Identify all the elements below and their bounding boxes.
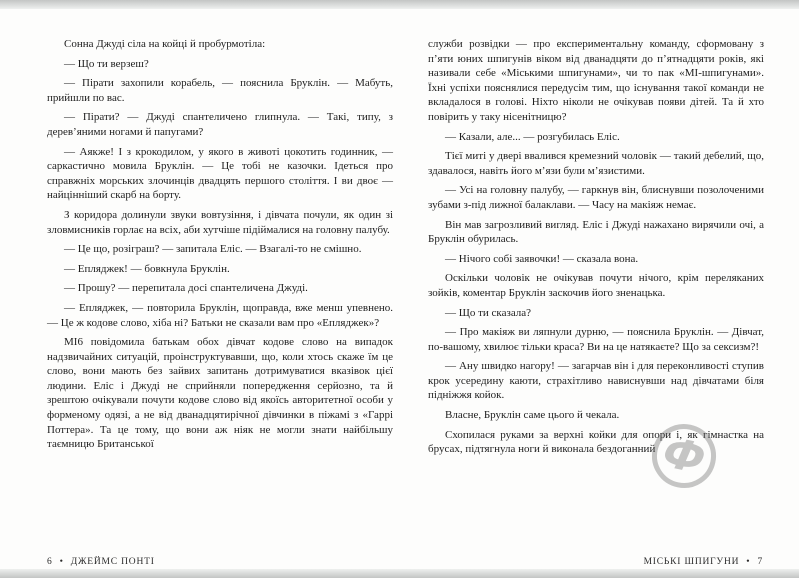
scan-top-edge: [0, 0, 799, 9]
paragraph: Він мав загрозливий вигляд. Еліс і Джуді нажахано вирячили очі, а Бруклін обурилась.: [428, 218, 764, 246]
book-title: МІСЬКІ ШПИГУНИ: [643, 557, 740, 567]
scan-bottom-edge: [0, 569, 799, 578]
left-page-text: [47, 37, 393, 457]
paragraph: — Що ти сказала?: [445, 306, 532, 319]
left-page-footer: [47, 557, 155, 567]
paragraph: — Усі на головну палубу, — гаркнув він, блиснувши позолоченими зубами з-під лижної балаклави. — Часу на макіяж немає.: [428, 184, 764, 211]
footer-separator: •: [746, 557, 751, 567]
right-page-text: [428, 37, 764, 462]
paragraph: — Про макіяж ви ляпнули дурню, — пояснила Бруклін. — Дівчат, по-вашому, хвилює тільки краса? Ви на це натякаєте? Що за сексизм?!: [428, 326, 764, 353]
paragraph: Схопилася руками за верхні койки для опори і, як гімнастка на брусах, підтягнула ноги й виконала бездоганний: [428, 428, 764, 456]
paragraph: служби розвідки — про експериментальну команду, сформовану з п’яти юних шпигунів віком від дванадцяти до п’ятнадцяти років, які називали себе «Міськими шпигунами», чи то пак «МІ-шпигунами». Їхні успіхи пояснялися передусім тим, що існування такої команди не вкладалося в голові. Ніхто ніколи не очікував появи дітей. Та й хто повірить у таку нісенітницю?: [428, 38, 764, 123]
right-page-number: 7: [757, 557, 763, 567]
paragraph: Сонна Джуді сіла на койці й пробурмотіла:: [64, 38, 266, 50]
paragraph: — Епляджек, — повторила Бруклін, щоправда, вже менш упевнено. — Це ж кодове слово, хіба ні? Батьки не сказали вам про «Епляджек»?: [47, 301, 393, 329]
paragraph: МІ6 повідомила батькам обох дівчат кодове слово на випадок надзвичайних ситуацій, проінструктувавши, що, коли хтось скаже їм це слово, вони мають без зайвих запитань дотримуватися вказівок цієї людини. Еліс і Джуді не сприйняли попередження серйозно, та й зрештою очікували почути кодове слово від якоїсь авторитетної особи у форменому одязі, а не від дванадцятирічної дівчинки в піжамі з «Гаррі Поттера». Та це тому, що вони аж ніяк не могли знати найбільшу таємницю Британської: [47, 336, 393, 451]
paragraph: — Нічого собі заявочки! — сказала вона.: [445, 252, 639, 265]
paragraph: Власне, Бруклін саме цього й чекала.: [445, 409, 620, 422]
left-page-number: 6: [47, 557, 53, 567]
paragraph: — Що ти верзеш?: [64, 57, 149, 70]
paragraph: — Ану швидко нагору! — загарчав він і для переконливості ступив крок усередину каюти, страхітливо нависнувши над дівчатами біля підніжжя койок.: [428, 360, 764, 402]
watermark-glyph: Ф: [658, 427, 710, 484]
author-name: ДЖЕЙМС ПОНТІ: [70, 557, 155, 567]
paragraph: — Аякже! І з крокодилом, у якого в животі цокотить годинник, — саркастично мовила Бруклін. — Це тобі не казочки. Ідеться про справжніх морських злочинців двадцять першого століття. І ви двоє — найцінніший скарб на борту.: [47, 145, 393, 202]
footer-separator: •: [59, 557, 64, 567]
paragraph: — Пірати? — Джуді спантеличено глипнула. — Такі, типу, з дерев’яними ногами й папугами?: [47, 111, 393, 138]
paragraph: Тієї миті у двері ввалився кремезний чоловік — такий дебелий, що, здавалося, навіть його м’язи були м’язистими.: [428, 150, 764, 177]
paragraph: — Прошу? — перепитала досі спантеличена Джуді.: [64, 282, 308, 295]
paragraph: Оскільки чоловік не очікував почути нічого, крім переляканих зойків, коментар Бруклін заскочив його зненацька.: [428, 272, 764, 299]
paragraph: — Це що, розіграш? — запитала Еліс. — Взагалі-то не смішно.: [64, 243, 362, 256]
paragraph: — Казали, але... — розгубилась Еліс.: [445, 130, 620, 143]
right-page-footer: [644, 557, 763, 567]
paragraph: — Епляджек! — бовкнула Бруклін.: [64, 262, 230, 275]
paragraph: З коридора долинули звуки вовтузіння, і дівчата почули, як один зі зловмисників горлає на всіх, аби хутчіше підіймалися на головну палубу.: [47, 208, 393, 236]
paragraph: — Пірати захопили корабель, — пояснила Бруклін. — Мабуть, прийшли по вас.: [47, 77, 393, 104]
